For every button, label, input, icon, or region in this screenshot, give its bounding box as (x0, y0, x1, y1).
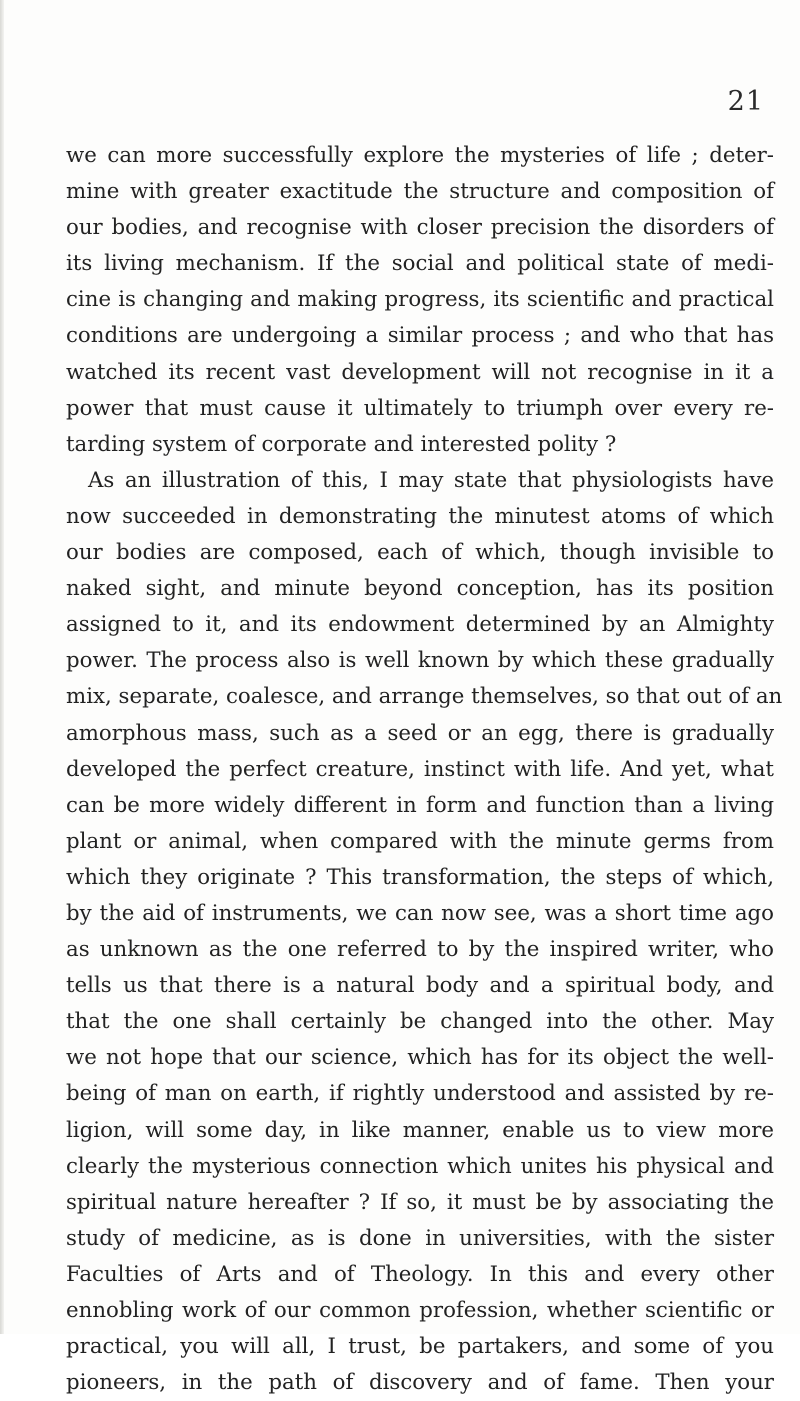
text-line: amorphous mass, such as a seed or an egg, there is gradually (66, 720, 774, 746)
text-line: we not hope that our science, which has for its object the well- (66, 1045, 774, 1071)
text-line: tells us that there is a natural body and a spiritual body, and (66, 973, 774, 999)
text-line: our bodies, and recognise with closer precision the disorders of (66, 215, 774, 241)
text-line: its living mechanism. If the social and political state of medi- (66, 251, 774, 277)
text-line: by the aid of instruments, we can now see, was a short time ago (66, 900, 774, 926)
text-line: now succeeded in demonstrating the minutest atoms of which (66, 503, 774, 529)
text-line: clearly the mysterious connection which unites his physical and (66, 1153, 774, 1179)
text-line: cine is changing and making progress, its scientific and practical (66, 287, 774, 313)
text-line: practical, you will all, I trust, be partakers, and some of you (66, 1334, 774, 1360)
text-line: ennobling work of our common profession, whether scientific or (66, 1298, 774, 1323)
text-line: watched its recent vast development will not recognise in it a (66, 359, 774, 385)
paragraph-start-line: As an illustration of this, I may state that physiologists have (88, 467, 774, 493)
text-line: that the one shall certainly be changed into the other. May (66, 1009, 774, 1035)
text-line: can be more widely different in form and function than a living (66, 792, 774, 818)
page-number: 21 (727, 86, 764, 117)
text-line: naked sight, and minute beyond conception, has its position (66, 576, 774, 602)
text-line: we can more successfully explore the mysteries of life ; deter- (66, 143, 774, 168)
text-line: ligion, will some day, in like manner, enable us to view more (66, 1117, 774, 1143)
text-line: power that must cause it ultimately to triumph over every re- (66, 395, 774, 421)
text-line: our bodies are composed, each of which, though invisible to (66, 540, 774, 566)
text-line: as unknown as the one referred to by the inspired writer, who (66, 937, 774, 963)
text-line: Faculties of Arts and of Theology. In this and every other (66, 1261, 774, 1287)
body-text (66, 138, 783, 1401)
text-line: power. The process also is well known by which these gradually (66, 648, 774, 674)
text-line: spiritual nature hereafter ? If so, it must be by associating the (66, 1189, 774, 1215)
text-line: conditions are undergoing a similar process ; and who that has (66, 323, 774, 349)
text-line: tarding system of corporate and interested polity ? (66, 431, 617, 457)
text-line: being of man on earth, if rightly understood and assisted by re- (66, 1081, 774, 1107)
text-line: mix, separate, coalesce, and arrange themselves, so that out of an (66, 684, 783, 710)
text-line: study of medicine, as is done in universities, with the sister (66, 1225, 774, 1251)
text-line: developed the perfect creature, instinct with life. And yet, what (66, 756, 774, 782)
page-binding-edge (0, 0, 4, 1334)
text-line: plant or animal, when compared with the minute germs from (66, 828, 774, 854)
text-line: mine with greater exactitude the structure and composition of (66, 179, 774, 205)
text-line: assigned to it, and its endowment determined by an Almighty (66, 612, 774, 638)
text-line: pioneers, in the path of discovery and of fame. Then your (66, 1370, 774, 1396)
text-line: which they originate ? This transformation, the steps of which, (66, 864, 774, 890)
